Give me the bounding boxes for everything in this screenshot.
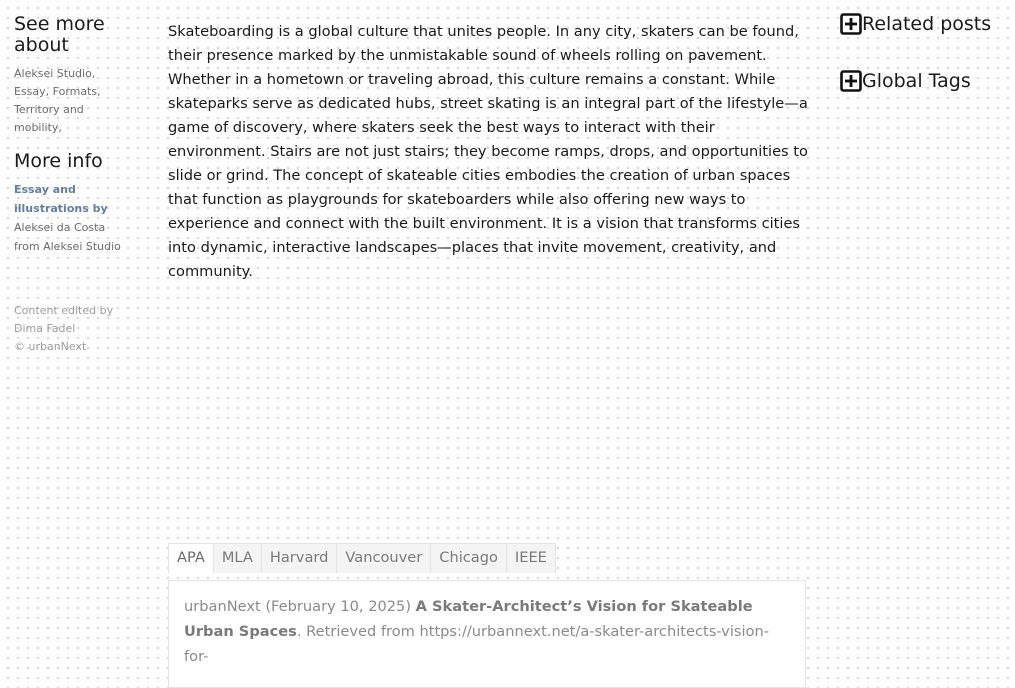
tag-link[interactable]: Essay,	[14, 85, 50, 98]
global-tags-label: Global Tags	[862, 70, 971, 92]
global-tags-toggle[interactable]	[840, 69, 1010, 93]
credits-line: © urbanNext	[14, 340, 87, 353]
tab-chicago[interactable]: Chicago	[431, 544, 507, 573]
related-posts-toggle[interactable]	[840, 12, 1010, 36]
tab-ieee[interactable]: IEEE	[507, 544, 555, 573]
article-body: Skateboarding is a global culture that unites people. In any city, skaters can be found, their presence marked by the unmistakable sound of wheels rolling on pavement. Whether in a hometown or traveling abroad, this culture remains a constant. While skateparks serve as dedicated hubs, street skating is an integral part of the lifestyle—a game of discovery, where skaters seek the best ways to interact with their environment. Stairs are not just stairs; they become ramps, drops, and opportunities to slide or grind. The concept of skateable cities embodies the creation of urban spaces that function as playgrounds for skateboarders while also offering new ways to experience and connect with the built environment. It is a vision that transforms cities into dynamic, interactive landscapes—places that invite movement, creativity, and community.	[168, 23, 808, 280]
tab-apa[interactable]: APA	[169, 544, 214, 573]
info-block	[14, 180, 134, 256]
author-credit-label: Essay and illustrations by	[14, 183, 108, 215]
see-more-heading: See more about	[14, 13, 105, 56]
editor-credits	[14, 302, 124, 356]
left-sidebar	[14, 14, 149, 356]
tab-mla[interactable]: MLA	[214, 544, 262, 573]
related-posts-label: Related posts	[862, 13, 992, 35]
tag-link[interactable]: Territory and mobility,	[14, 103, 84, 134]
tag-link[interactable]: Formats,	[52, 85, 101, 98]
author-credit-text: Aleksei da Costa from Aleksei Studio	[14, 221, 121, 253]
more-info-heading: More info	[14, 150, 103, 172]
citation-suffix: . Retrieved from https://urbannext.net/a-skater-architects-vision-for-	[184, 623, 769, 665]
tags-list	[14, 65, 114, 137]
tab-vancouver[interactable]: Vancouver	[337, 544, 431, 573]
credits-line: Dima Fadel	[14, 322, 76, 335]
citation-title: A Skater-Architect’s Vision for Skateable Urban Spaces	[184, 598, 753, 640]
right-panel	[840, 12, 1010, 93]
tab-harvard[interactable]: Harvard	[262, 544, 338, 573]
plus-square-icon	[840, 70, 862, 92]
citation-text-box[interactable]	[168, 580, 806, 688]
tag-link[interactable]: Aleksei Studio,	[14, 67, 96, 80]
citation-tabs	[168, 543, 556, 573]
plus-square-icon	[840, 13, 862, 35]
citation-prefix: urbanNext (February 10, 2025)	[184, 598, 416, 615]
credits-line: Content edited by	[14, 304, 114, 317]
